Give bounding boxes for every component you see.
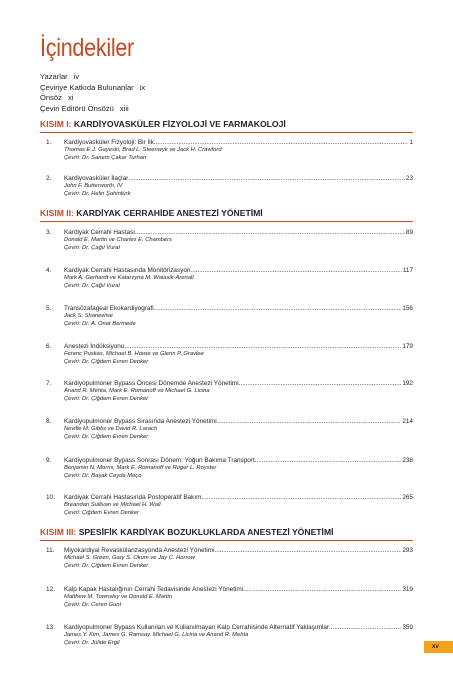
chapter-authors: James Y. Kim, James G. Ramsay, Michael G. Licina ve Anand R. Mehta [64,632,249,639]
front-matter-page: ix [139,82,146,92]
chapter-number: 13. [46,624,55,631]
chapter-title[interactable]: Kardiyak Cerrahi Hastası [64,229,136,236]
chapter-page: 214 [402,418,413,425]
chapter-translator: Çeviri: Dr. Çiğdem Evren Denker [64,395,149,402]
chapter-authors: Thomas E.J. Gayeski, Brad L. Steenwyk ve Jack H. Crawford [64,147,222,154]
chapter-page: 293 [402,547,413,554]
chapter-title[interactable]: Kardiyopulmoner Bypass Sonrası Dönem: Yoğun Bakıma Transport [64,457,255,464]
chapter-translator: Çeviri: Dr. Jülide Ergil [64,639,120,646]
chapter-number: 7. [46,380,52,387]
chapter-page: 117 [402,267,413,274]
chapter-page: 23 [405,175,413,182]
dot-leader [201,494,401,502]
section-title: KARDİYOVASKÜLER FİZYOLOJİ VE FARMAKOLOJİ [73,119,286,129]
section-title: KARDİYAK CERRAHİDE ANESTEZİ YÖNETİMİ [76,208,263,218]
chapter-translator: Çeviri: Dr. Sanem Çakar Turhan [64,154,147,161]
chapter-title[interactable]: Kardiyopulmoner Bypass Sırasında Anestezi Yönetimi [64,418,217,425]
chapter-authors: Mark A. Gerhardt ve Katarzyna M. Walasik-Arenall [64,275,194,282]
chapter-number: 5. [46,305,52,312]
chapter-page: 265 [402,494,413,501]
chapter-title[interactable]: Kardiyopulmoner Bypass Öncesi Dönemde Anestezi Yönetimi [64,380,239,387]
chapter-number: 6. [46,343,52,350]
chapter-translator: Çeviri: Dr. A. Onat Bermede [64,320,136,327]
chapter-translator: Çeviri: Dr. Çağıl Vural [64,282,120,289]
chapter-number: 10. [46,494,55,501]
chapter-page: 1 [409,139,413,146]
chapter-page: 89 [405,229,413,236]
chapter-number: 11. [46,547,55,554]
chapter-page: 192 [402,380,413,387]
section-heading-3 [40,526,413,541]
chapter-page: 359 [402,624,413,631]
dot-leader [154,139,409,147]
chapter-title[interactable]: Miyokardiyal Revaskülarizasyonda Anestezi Yönetimi [64,547,215,554]
dot-leader [255,457,402,465]
page-number-tab: xv [424,641,453,653]
chapter-title[interactable]: Kardiyak Cerrahi Hastasında Monitörizasyon [64,267,191,274]
dot-leader [128,175,405,183]
dot-leader [124,343,401,351]
section-number: KISIM III: [40,527,77,537]
chapter-title[interactable]: Kardiyopulmoner Bypass Kullanılan ve Kullanılmayan Kalp Cerrahisinde Alternatif Yaklaşımlar [64,624,330,631]
chapter-authors: John F. Butterworth, IV [64,183,123,190]
chapter-translator: Çeviri: Dr. Başak Ceyda Meço [64,472,142,479]
section-title: SPESİFİK KARDİYAK BOZUKLUKLARDA ANESTEZİ YÖNETİMİ [78,527,334,537]
chapter-page: 238 [402,457,413,464]
chapter-translator: Çeviri: Çiğdem Evren Denker [64,509,140,516]
front-matter-label: Çeviri Editörü Önsözü [40,103,114,113]
section-heading-1 [40,118,413,133]
chapter-number: 2. [46,175,52,182]
front-matter-label: Önsöz [40,93,62,103]
chapter-authors: Matthew M. Townsley ve Donald E. Martin [64,594,173,601]
chapter-title[interactable]: Kardiyovasküler İlaçlar [64,175,129,182]
chapter-title[interactable]: Transözafageal Ekokardiyografi [64,305,154,312]
chapter-number: 4. [46,267,52,274]
dot-leader [215,547,402,555]
chapter-page: 156 [402,305,413,312]
section-number: KISIM I: [40,119,72,129]
dot-leader [243,586,401,594]
chapter-number: 8. [46,418,52,425]
chapter-authors: Benjamin N. Morris, Mark E. Romanoff ve Roger L. Royster [64,465,217,472]
chapter-translator: Çeviri: Dr. Çiğdem Evren Denker [64,562,149,569]
chapter-number: 1. [46,139,52,146]
chapter-translator: Çeviri: Dr. Çiğdem Evren Denker [64,358,149,365]
chapter-authors: Anand R. Mehta, Mark E. Romanoff ve Michael G. Licina [64,388,210,395]
chapter-title[interactable]: Kardiyak Cerrahi Hastasında Postoperatif Bakım [64,494,202,501]
chapter-authors: Michael S. Green, Gary S. Okum ve Jay C. Horrow [64,555,195,562]
section-number: KISIM II: [40,208,74,218]
page-title: İçindekiler [40,34,134,62]
front-matter-page: xiii [119,103,129,113]
front-matter-page: xi [67,93,74,103]
chapter-authors: Donald E. Martin ve Charles E. Chambers [64,237,172,244]
dot-leader [217,418,402,426]
dot-leader [329,624,401,632]
chapter-translator: Çeviri: Dr. Helin Şahintürk [64,190,131,197]
chapter-authors: Jack S. Shanewise [64,313,113,320]
front-matter-label: Yazarlar [40,72,68,81]
dot-leader [135,229,405,237]
dot-leader [190,267,401,275]
chapter-translator: Çeviri: Dr. Ceren Gunt [64,601,122,608]
chapter-authors: Ferenc Puskas, Michael B. Howie ve Glenn P. Gravlee [64,351,204,358]
front-matter-page: iv [73,72,80,81]
chapter-translator: Çeviri: Dr. Çiğdem Evren Denker [64,433,149,440]
chapter-number: 3. [46,229,52,236]
chapter-title[interactable]: Kalp Kapak Hastalığının Cerrahi Tedavisinde Anestezi Yönetimi [64,586,244,593]
front-matter-item[interactable] [40,72,145,83]
front-matter-label: Çeviriye Katkıda Bulunanlar [40,82,134,92]
front-matter-list [40,72,145,114]
front-matter-item[interactable] [40,93,145,104]
front-matter-item[interactable] [40,83,145,94]
chapter-title[interactable]: Kardiyovasküler Fizyoloji: Bir İlk [64,139,154,146]
chapter-title[interactable]: Anestezi İndüksiyonu [64,343,125,350]
chapter-page: 179 [402,343,413,350]
chapter-number: 12. [46,586,55,593]
dot-leader [239,380,402,388]
chapter-authors: Breandan Sullivan ve Michael H. Wall [64,502,161,509]
section-heading-2 [40,207,413,222]
chapter-number: 9. [46,457,52,464]
chapter-translator: Çeviri: Dr. Çağıl Vural [64,244,120,251]
chapter-authors: Neville M. Gibbs ve David R. Larach [64,426,158,433]
chapter-page: 319 [402,586,413,593]
front-matter-item[interactable] [40,104,145,115]
dot-leader [154,305,402,313]
